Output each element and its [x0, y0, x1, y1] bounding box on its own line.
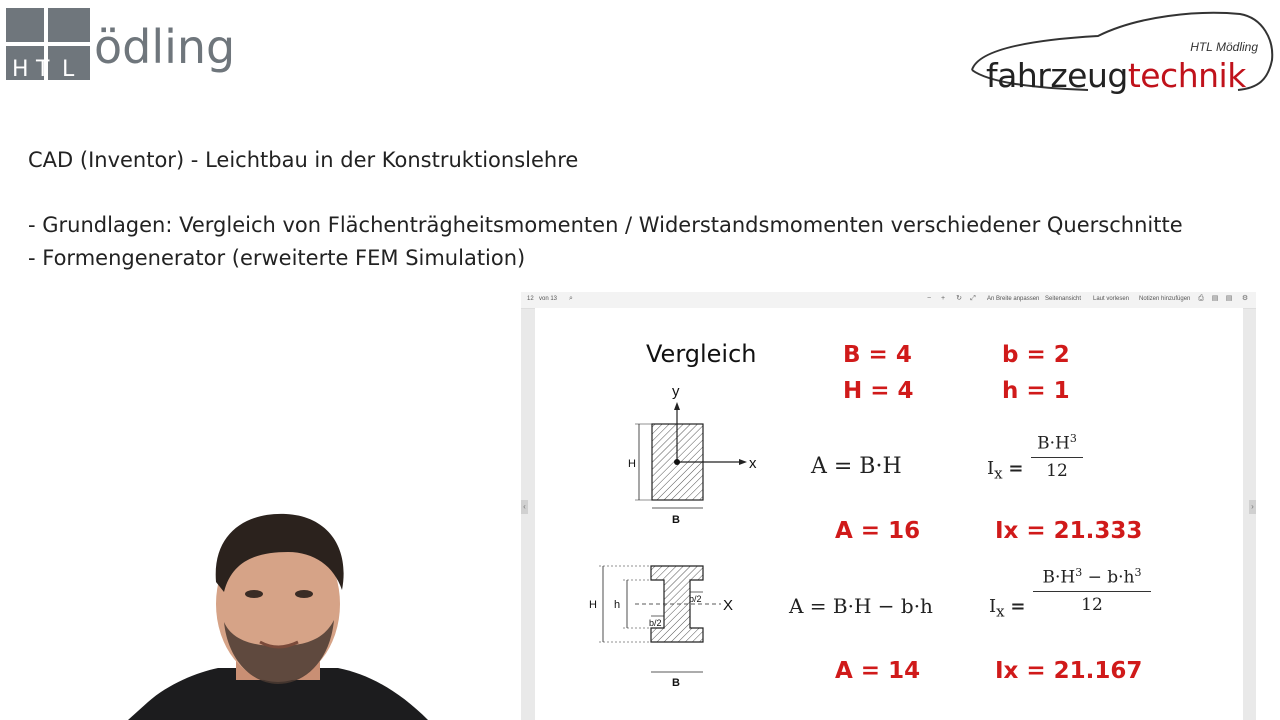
param-h: h = 1: [1002, 378, 1070, 404]
pdf-heading: Vergleich: [646, 340, 757, 368]
rect-ix-label: $I_x$ =: [987, 458, 1024, 483]
ibeam-ix-label: $I_x$ =: [989, 596, 1026, 621]
read-aloud-button[interactable]: Laut vorlesen: [1093, 296, 1130, 302]
rect-label-x: x: [749, 455, 757, 472]
ft-brand: fahrzeugtechnik: [986, 56, 1246, 95]
svg-text:H: H: [12, 57, 29, 82]
param-H: H = 4: [843, 378, 914, 404]
svg-text:T: T: [36, 57, 50, 82]
bullet-grundlagen: - Grundlagen: Vergleich von Flächenträgheitsmomenten / Widerstandsmomenten verschiedener Querschnitte: [28, 213, 1183, 237]
param-b: b = 2: [1002, 342, 1070, 368]
rect-ix-result: Ix = 21.333: [995, 518, 1143, 544]
webcam-presenter: [128, 512, 428, 720]
param-B: B = 4: [843, 342, 912, 368]
ibeam-label-b2-top: b/2: [689, 594, 702, 604]
rotate-icon[interactable]: ↻: [956, 295, 962, 302]
bullet-formengenerator: - Formengenerator (erweiterte FEM Simulation): [28, 246, 526, 270]
fahrzeugtechnik-logo: [968, 10, 1278, 100]
save-icon[interactable]: ▤: [1211, 295, 1219, 302]
print-icon[interactable]: ⎙: [1198, 295, 1204, 302]
rect-label-B: B: [672, 514, 680, 526]
ibeam-label-B: B: [672, 677, 680, 689]
ibeam-ix-fraction: $B\cdot H^3 - b\cdot h^3$ 12: [1033, 566, 1151, 615]
rect-label-y: y: [672, 383, 680, 400]
ibeam-cross-section: [585, 558, 755, 690]
rect-ix-fraction: $B\cdot H^3$ 12: [1031, 432, 1083, 481]
save-as-icon[interactable]: ▤: [1225, 295, 1233, 302]
settings-icon[interactable]: ⚙: [1241, 295, 1249, 302]
rect-label-H: H: [628, 458, 636, 470]
pdf-toolbar: [521, 292, 1256, 309]
page-of: von 13: [539, 296, 558, 302]
htl-logo-word: ödling: [94, 20, 236, 74]
fit-width-button[interactable]: An Breite anpassen: [987, 296, 1040, 302]
rect-area-formula: A = B·H: [811, 454, 902, 479]
pdf-viewer: [521, 292, 1256, 720]
ibeam-ix-result: Ix = 21.167: [995, 658, 1143, 684]
htl-moedling-logo: [6, 6, 236, 86]
search-icon[interactable]: ⌕: [569, 295, 573, 302]
ibeam-area-formula: A = B·H − b·h: [789, 594, 933, 618]
ibeam-label-x: X: [723, 597, 734, 614]
prev-page-icon[interactable]: ‹: [521, 500, 528, 514]
rect-area-result: A = 16: [835, 518, 921, 544]
svg-text:L: L: [62, 57, 75, 82]
htl-logo-mark: [6, 6, 92, 82]
ibeam-label-H: H: [589, 599, 597, 611]
zoom-out-icon[interactable]: −: [926, 295, 932, 302]
ibeam-label-h: h: [614, 599, 621, 611]
ibeam-label-b2-bottom: b/2: [649, 618, 662, 628]
add-notes-button[interactable]: Notizen hinzufügen: [1139, 296, 1191, 302]
zoom-in-icon[interactable]: +: [940, 295, 946, 302]
fit-icon[interactable]: ⤢: [970, 295, 976, 302]
rectangle-cross-section: [615, 383, 757, 526]
ibeam-area-result: A = 14: [835, 658, 921, 684]
ft-school-name: HTL Mödling: [1190, 40, 1258, 54]
page-number[interactable]: 12: [527, 296, 534, 302]
next-page-icon[interactable]: ›: [1249, 500, 1256, 514]
slide-title: CAD (Inventor) - Leichtbau in der Konstruktionslehre: [28, 148, 579, 172]
pdf-page: [535, 308, 1243, 720]
page-view-button[interactable]: Seitenansicht: [1045, 296, 1082, 302]
